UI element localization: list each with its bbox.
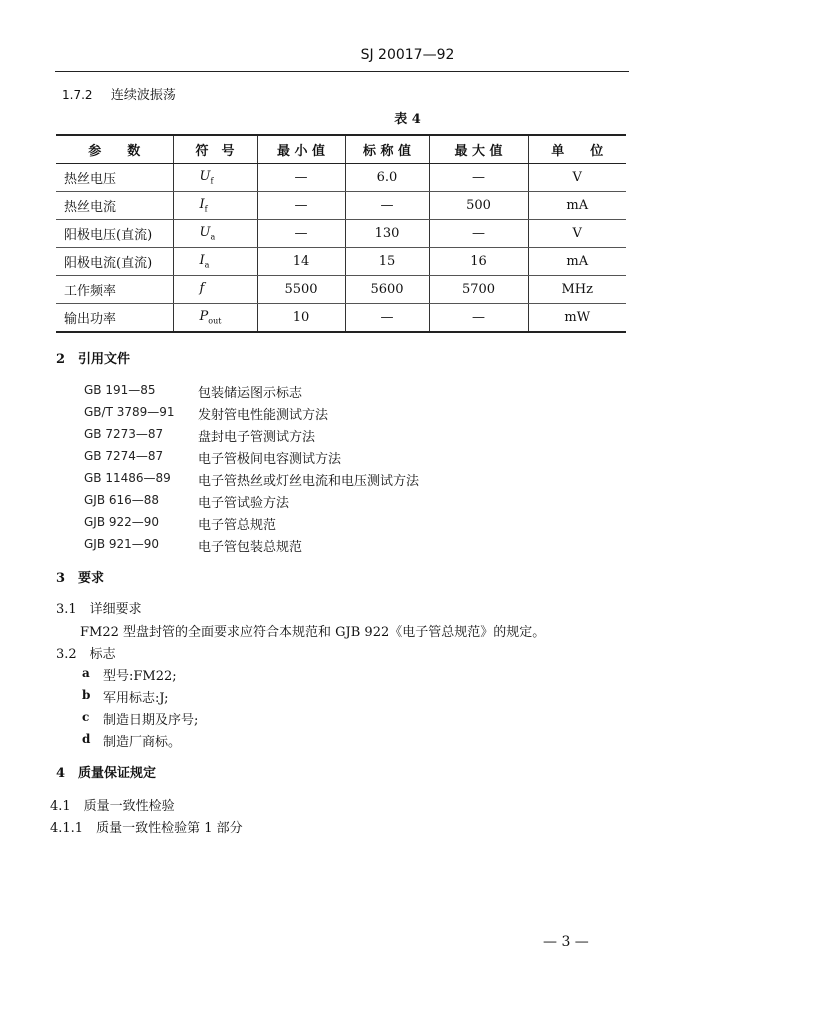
col-header-parameter: 参 数 [56,135,173,164]
param-symbol: $I_f$ [173,192,257,220]
param-name: 阳极电流(直流) [56,248,173,276]
table-row [56,304,626,333]
param-min: — [257,164,345,192]
col-header-min: 最 小 值 [257,135,345,164]
section-3-2-heading: 3.2 标志 [56,647,116,662]
param-name: 阳极电压(直流) [56,220,173,248]
section-3-heading: 3 要求 [56,571,105,586]
list-item-text: 制造厂商标。 [103,735,182,750]
param-name: 热丝电流 [56,192,173,220]
param-name: 工作频率 [56,276,173,304]
col-header-unit: 单 位 [528,135,626,164]
section-number: 1.7.2 [62,88,93,102]
table-header-row [56,135,626,164]
ref-code: GB/T 3789—91 [84,405,175,419]
section-4-heading: 4 质量保证规定 [56,766,157,781]
ref-code: GJB 922—90 [84,515,160,529]
list-item-mark: a [82,666,90,680]
param-unit: V [528,220,626,248]
ref-code: GJB 616—88 [84,493,160,507]
param-symbol: $U_a$ [173,220,257,248]
param-nominal: 5600 [345,276,429,304]
table-caption: 表 4 [394,112,421,127]
section-4-1-heading: 4.1 质量一致性检验 [50,799,175,814]
param-unit: MHz [528,276,626,304]
table-row [56,248,626,276]
ref-code: GB 7273—87 [84,427,164,441]
param-symbol: $P_{out}$ [173,304,257,333]
table-row [56,276,626,304]
param-nominal: 6.0 [345,164,429,192]
ref-title: 包装储运图示标志 [198,386,303,401]
param-max: — [429,164,528,192]
section-2-heading: 2 引用文件 [56,352,131,367]
param-min: — [257,192,345,220]
col-header-nominal: 标 称 值 [345,135,429,164]
ref-title: 盘封电子管测试方法 [198,430,316,445]
param-min: 14 [257,248,345,276]
ref-title: 电子管总规范 [198,518,277,533]
param-unit: mW [528,304,626,333]
param-nominal: 15 [345,248,429,276]
ref-title: 电子管试验方法 [198,496,290,511]
param-max: 16 [429,248,528,276]
section-3-1-heading: 3.1 详细要求 [56,602,142,617]
ref-code: GJB 921—90 [84,537,160,551]
header-rule [55,71,629,72]
section-3-1-text: FM22 型盘封管的全面要求应符合本规范和 GJB 922《电子管总规范》的规定。 [80,625,546,640]
list-item-mark: c [82,710,90,724]
param-max: 500 [429,192,528,220]
param-min: — [257,220,345,248]
list-item-text: 制造日期及序号; [103,713,199,728]
ref-title: 发射管电性能测试方法 [198,408,329,423]
param-nominal: — [345,192,429,220]
list-item-mark: b [82,688,91,702]
ref-title: 电子管极间电容测试方法 [198,452,342,467]
param-symbol: $I_a$ [173,248,257,276]
col-header-symbol: 符 号 [173,135,257,164]
param-symbol: $U_f$ [173,164,257,192]
section-title: 连续波振荡 [110,88,176,103]
page-number: — 3 — [543,934,589,950]
ref-code: GB 191—85 [84,383,156,397]
col-header-max: 最 大 值 [429,135,528,164]
list-item-text: 军用标志:J; [103,691,169,706]
param-max: — [429,304,528,333]
page-header: SJ 20017—92 [360,47,455,63]
param-nominal: — [345,304,429,333]
param-name: 热丝电压 [56,164,173,192]
ref-code: GB 11486—89 [84,471,171,485]
param-unit: mA [528,248,626,276]
param-name: 输出功率 [56,304,173,333]
param-unit: mA [528,192,626,220]
table-row [56,192,626,220]
param-max: 5700 [429,276,528,304]
list-item-text: 型号:FM22; [103,669,177,684]
table-row [56,164,626,192]
param-symbol: f [173,276,257,304]
param-nominal: 130 [345,220,429,248]
section-4-1-1-heading: 4.1.1 质量一致性检验第 1 部分 [50,821,243,836]
ref-code: GB 7274—87 [84,449,164,463]
param-min: 5500 [257,276,345,304]
parameter-table [56,134,626,333]
param-max: — [429,220,528,248]
param-unit: V [528,164,626,192]
ref-title: 电子管包装总规范 [198,540,303,555]
param-min: 10 [257,304,345,333]
list-item-mark: d [82,732,91,746]
ref-title: 电子管热丝或灯丝电流和电压测试方法 [198,474,420,489]
table-row [56,220,626,248]
section-1-7-2-heading [62,84,176,103]
